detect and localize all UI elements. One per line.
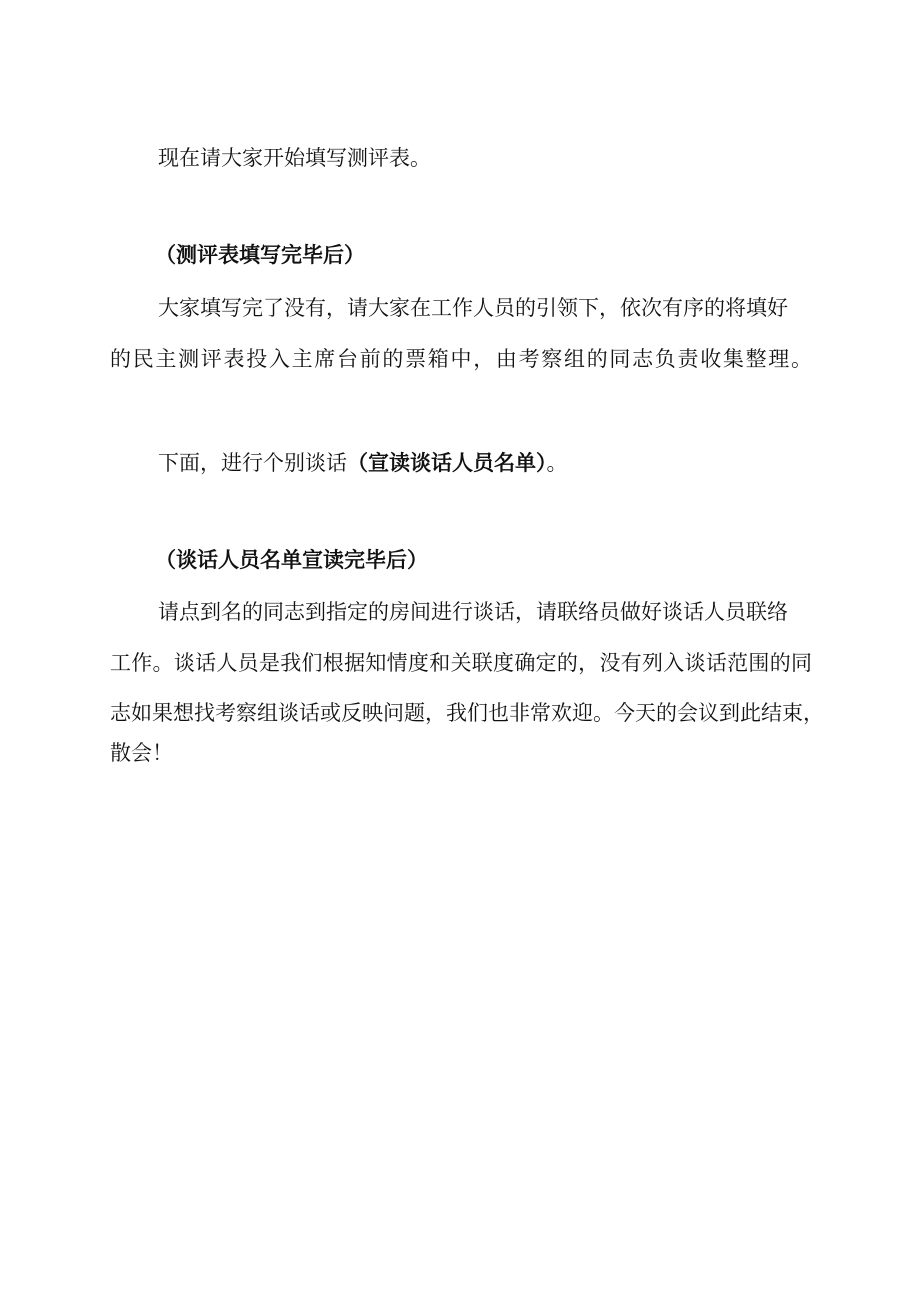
paragraph-submit-forms-line-1: 大家填写完了没有，请大家在工作人员的引领下，依次有序的将填好: [158, 296, 788, 320]
paragraph-closing-line-2: 工作。谈话人员是我们根据知情度和关联度确定的，没有列入谈话范围的同: [110, 651, 812, 675]
individual-talks-tail: 。: [546, 451, 568, 475]
note-after-name-list: （谈话人员名单宣读完毕后）: [155, 547, 428, 572]
paragraph-start-evaluation: 现在请大家开始填写测评表。: [158, 146, 431, 170]
individual-talks-bold-note: （宣读谈话人员名单）: [347, 450, 547, 475]
paragraph-closing-line-4: 散会！: [110, 741, 173, 765]
paragraph-submit-forms-line-2: 的民主测评表投入主席台前的票箱中，由考察组的同志负责收集整理。: [110, 347, 812, 371]
paragraph-closing-line-1: 请点到名的同志到指定的房间进行谈话，请联络员做好谈话人员联络: [158, 600, 788, 624]
paragraph-closing-line-3: 志如果想找考察组谈话或反映问题，我们也非常欢迎。今天的会议到此结束，: [110, 701, 824, 725]
individual-talks-lead: 下面，进行个别谈话: [158, 451, 347, 475]
note-after-evaluation: （测评表填写完毕后）: [155, 242, 365, 267]
paragraph-individual-talks: [158, 448, 568, 478]
